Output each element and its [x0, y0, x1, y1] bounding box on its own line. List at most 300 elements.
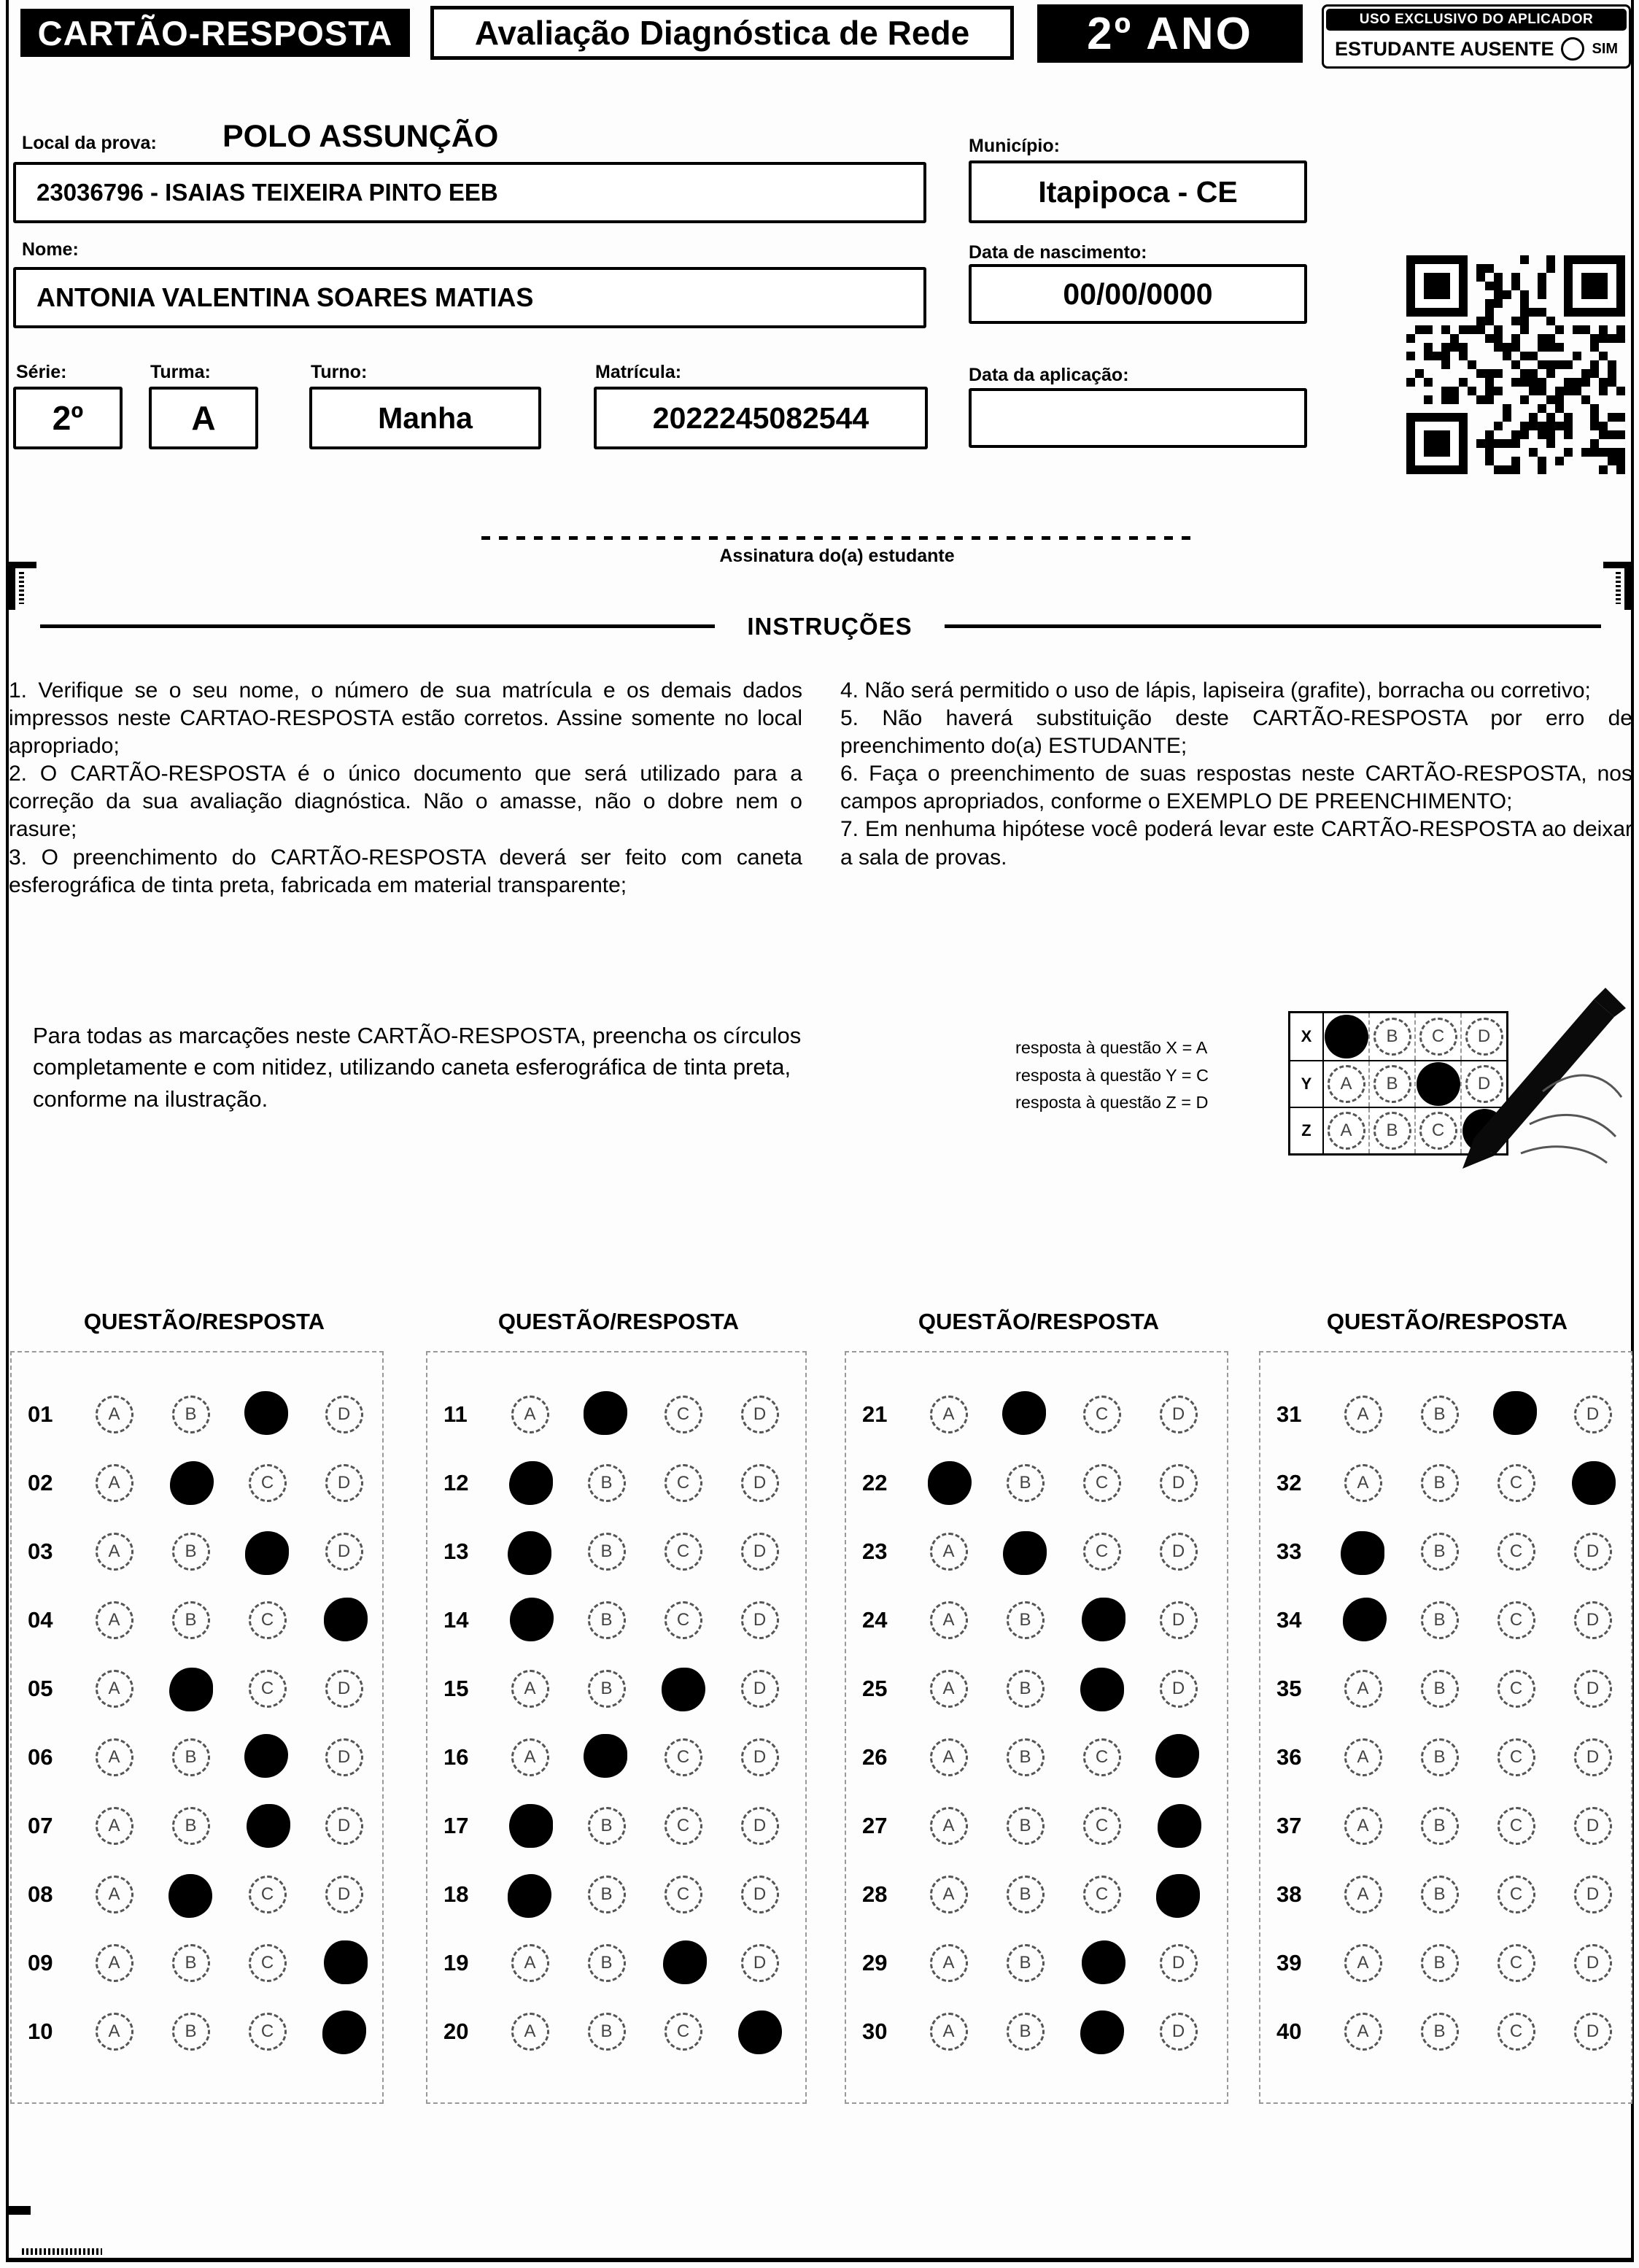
example-row-label: Y — [1290, 1061, 1324, 1107]
option-cell — [1325, 1738, 1401, 1776]
option-cell — [1063, 2010, 1140, 2054]
example-bubble-x-c: C — [1419, 1018, 1457, 1056]
option-cell — [76, 1876, 152, 1913]
bubble-05-c: C — [249, 1670, 287, 1708]
bubble-25-b: B — [1007, 1670, 1045, 1708]
option-cell — [1063, 1598, 1140, 1642]
bubble-19-d: D — [741, 1944, 779, 1982]
bubble-22-b: B — [1007, 1464, 1045, 1502]
bubble-03-b: B — [172, 1533, 210, 1571]
instructions-title: INSTRUÇÕES — [747, 613, 913, 640]
question-row — [12, 1517, 382, 1586]
option-cell — [1140, 1601, 1217, 1639]
bubble-25-d: D — [1160, 1670, 1198, 1708]
option-cell — [152, 1873, 229, 1916]
bubble-20-b: B — [588, 2013, 626, 2051]
option-cell — [1325, 1670, 1401, 1708]
question-number: 28 — [862, 1881, 888, 1907]
option-cell — [910, 1396, 987, 1433]
question-row — [12, 1586, 382, 1654]
question-number: 24 — [862, 1607, 888, 1633]
bubble-20-a: A — [511, 2013, 549, 2051]
bubble-07-a: A — [96, 1807, 133, 1845]
option-cell — [987, 1807, 1063, 1845]
question-number: 10 — [28, 2019, 53, 2044]
instruction-item: 3. O preenchimento do CARTÃO-RESPOSTA deverá ser feito com caneta esferográfica de tinta preta, fabricada em material transparente; — [9, 845, 802, 897]
option-cell — [1554, 1807, 1631, 1845]
question-row — [427, 1792, 805, 1860]
bubble-09-b: B — [172, 1944, 210, 1982]
question-number: 02 — [28, 1470, 53, 1495]
question-row — [846, 1586, 1227, 1654]
bubble-30-d: D — [1160, 2013, 1198, 2051]
bubble-24-d: D — [1160, 1601, 1198, 1639]
bubble-14-c: C — [664, 1601, 702, 1639]
ausente-bubble — [1561, 37, 1584, 61]
question-number: 29 — [862, 1950, 888, 1975]
question-number: 12 — [443, 1470, 469, 1495]
option-cell — [76, 1670, 152, 1708]
bubble-19-b: B — [588, 1944, 626, 1982]
option-cell — [1401, 1396, 1478, 1433]
bubble-32-b: B — [1421, 1464, 1459, 1502]
bubble-26-c: C — [1083, 1738, 1121, 1776]
bubble-21-b — [1002, 1391, 1046, 1435]
example-legend-line: resposta à questão Z = D — [1015, 1093, 1209, 1112]
example-bubble-y-d: D — [1465, 1065, 1503, 1103]
question-row — [12, 1792, 382, 1860]
answers-column — [426, 1351, 807, 2104]
bubble-17-c: C — [664, 1807, 702, 1845]
bubble-05-a: A — [96, 1670, 133, 1708]
answers-header: QUESTÃO/RESPOSTA — [918, 1309, 1160, 1334]
question-row — [846, 1723, 1227, 1792]
option-cell — [910, 1461, 987, 1505]
option-cell — [1401, 1601, 1478, 1639]
option-cell — [229, 1735, 306, 1779]
example-cell — [1324, 1061, 1370, 1107]
bubble-24-c — [1082, 1598, 1125, 1641]
question-number: 37 — [1276, 1813, 1302, 1838]
option-cell — [910, 1738, 987, 1776]
bubble-30-b: B — [1007, 2013, 1045, 2051]
option-cell — [152, 1667, 229, 1711]
bubble-09-c: C — [249, 1944, 287, 1982]
bubble-33-c: C — [1497, 1533, 1535, 1571]
bubble-34-d: D — [1574, 1601, 1612, 1639]
bubble-17-a — [509, 1804, 553, 1848]
option-cell — [1063, 1667, 1140, 1711]
option-cell — [152, 1461, 229, 1505]
question-number: 38 — [1276, 1881, 1302, 1907]
question-number: 40 — [1276, 2019, 1302, 2044]
option-cell — [76, 1601, 152, 1639]
bubble-32-d — [1572, 1461, 1616, 1505]
option-cell — [152, 1601, 229, 1639]
bubble-04-b: B — [172, 1601, 210, 1639]
bubble-07-b: B — [172, 1807, 210, 1845]
bubble-21-c: C — [1083, 1396, 1121, 1433]
option-cell — [306, 1464, 382, 1502]
option-cell — [1063, 1807, 1140, 1845]
bubble-33-a — [1341, 1531, 1384, 1575]
question-number: 33 — [1276, 1539, 1302, 1564]
option-cell — [910, 1601, 987, 1639]
option-cell — [76, 2013, 152, 2051]
bubble-31-c — [1493, 1391, 1537, 1435]
bubble-13-c: C — [664, 1533, 702, 1571]
example-bubble-z-b: B — [1373, 1112, 1411, 1150]
option-cell — [568, 1876, 645, 1913]
question-row — [846, 1792, 1227, 1860]
bubble-35-d: D — [1574, 1670, 1612, 1708]
example-cell — [1370, 1013, 1416, 1060]
turma-label: Turma: — [150, 362, 211, 382]
option-cell — [492, 1461, 568, 1505]
instruction-item: 2. O CARTÃO-RESPOSTA é o único documento que será utilizado para a correção da sua avaliação diagnóstica. Não o amasse, não o dobre nem o rasure; — [9, 762, 802, 842]
bubble-39-d: D — [1574, 1944, 1612, 1982]
bubble-08-a: A — [96, 1876, 133, 1913]
bubble-28-a: A — [930, 1876, 968, 1913]
bubble-30-c — [1080, 2010, 1124, 2054]
option-cell — [1140, 1396, 1217, 1433]
bubble-33-b: B — [1421, 1533, 1459, 1571]
example-cell — [1324, 1108, 1370, 1153]
answers-header: QUESTÃO/RESPOSTA — [83, 1309, 325, 1334]
question-number: 13 — [443, 1539, 469, 1564]
option-cell — [1478, 1464, 1554, 1502]
option-cell — [645, 1738, 721, 1776]
option-cell — [1063, 1738, 1140, 1776]
bubble-11-d: D — [741, 1396, 779, 1433]
bubble-11-b — [584, 1391, 627, 1435]
bubble-18-d: D — [741, 1876, 779, 1913]
bubble-01-d: D — [325, 1396, 363, 1433]
option-cell — [1401, 1944, 1478, 1982]
instructions-divider-right — [945, 624, 1601, 628]
answers-header: QUESTÃO/RESPOSTA — [1326, 1309, 1568, 1334]
turma-box: A — [149, 387, 258, 449]
option-cell — [1325, 1944, 1401, 1982]
option-cell — [229, 1670, 306, 1708]
serie-box: 2º — [13, 387, 123, 449]
bubble-37-a: A — [1344, 1807, 1382, 1845]
ausente-row — [1324, 31, 1629, 67]
option-cell — [1401, 1464, 1478, 1502]
question-number: 06 — [28, 1744, 53, 1770]
question-row — [846, 1449, 1227, 1517]
question-row — [846, 1997, 1227, 2066]
answers-column — [1259, 1351, 1632, 2104]
bubble-10-b: B — [172, 2013, 210, 2051]
option-cell — [1401, 1670, 1478, 1708]
question-number: 05 — [28, 1676, 53, 1701]
option-cell — [987, 2013, 1063, 2051]
matricula-label: Matrícula: — [595, 362, 682, 382]
bubble-23-d: D — [1160, 1533, 1198, 1571]
question-row — [12, 1380, 382, 1449]
option-cell — [987, 1601, 1063, 1639]
bubble-26-a: A — [930, 1738, 968, 1776]
example-text: Para todas as marcações neste CARTÃO-RESPOSTA, preencha os círculos completamente e com nitidez, utilizando caneta esferográfica de tinta preta, conforme na ilustração. — [33, 1023, 802, 1112]
option-cell — [1325, 1876, 1401, 1913]
example-bubble-x-a — [1325, 1015, 1368, 1058]
question-row — [12, 1860, 382, 1929]
bubble-38-b: B — [1421, 1876, 1459, 1913]
bubble-25-a: A — [930, 1670, 968, 1708]
bubble-13-a — [508, 1531, 551, 1575]
option-cell — [645, 1533, 721, 1571]
answers-header: QUESTÃO/RESPOSTA — [497, 1309, 740, 1334]
bubble-11-a: A — [511, 1396, 549, 1433]
question-number: 18 — [443, 1881, 469, 1907]
local-value: POLO ASSUNÇÃO — [222, 119, 499, 154]
bubble-36-c: C — [1497, 1738, 1535, 1776]
bubble-20-d — [738, 2010, 782, 2054]
question-row — [12, 1929, 382, 1997]
option-cell — [1325, 1598, 1401, 1642]
option-cell — [568, 1670, 645, 1708]
option-cell — [1325, 2013, 1401, 2051]
option-cell — [492, 1530, 568, 1574]
bubble-21-a: A — [930, 1396, 968, 1433]
option-cell — [1063, 1396, 1140, 1433]
question-number: 22 — [862, 1470, 888, 1495]
option-cell — [987, 1944, 1063, 1982]
option-cell — [1554, 1738, 1631, 1776]
ausente-sim-label: SIM — [1592, 40, 1619, 57]
option-cell — [645, 1601, 721, 1639]
option-cell — [1140, 1873, 1217, 1916]
bubble-12-a — [509, 1461, 553, 1505]
answers-column — [845, 1351, 1228, 2104]
bubble-10-c: C — [249, 2013, 287, 2051]
option-cell — [229, 1804, 306, 1848]
question-number: 11 — [443, 1401, 468, 1427]
qr-code — [1402, 251, 1630, 479]
option-cell — [987, 1393, 1063, 1436]
option-cell — [152, 1396, 229, 1433]
bubble-25-c — [1080, 1668, 1124, 1711]
bubble-27-c: C — [1083, 1807, 1121, 1845]
bubble-07-d: D — [325, 1807, 363, 1845]
option-cell — [1554, 1601, 1631, 1639]
bubble-14-a — [510, 1598, 554, 1641]
option-cell — [306, 1876, 382, 1913]
question-row — [846, 1517, 1227, 1586]
option-cell — [645, 2013, 721, 2051]
bubble-08-c: C — [249, 1876, 287, 1913]
option-cell — [987, 1670, 1063, 1708]
bubble-35-a: A — [1344, 1670, 1382, 1708]
hand-pen-illustration — [1448, 975, 1630, 1179]
bubble-03-c — [245, 1531, 289, 1575]
option-cell — [492, 1738, 568, 1776]
bubble-31-a: A — [1344, 1396, 1382, 1433]
question-row — [846, 1860, 1227, 1929]
option-cell — [1478, 1533, 1554, 1571]
turno-label: Turno: — [311, 362, 368, 382]
option-cell — [645, 1807, 721, 1845]
question-number: 20 — [443, 2019, 469, 2044]
question-number: 30 — [862, 2019, 888, 2044]
option-cell — [645, 1876, 721, 1913]
question-row — [427, 1586, 805, 1654]
bubble-14-d: D — [741, 1601, 779, 1639]
option-cell — [721, 2010, 798, 2054]
question-row — [1260, 1997, 1631, 2066]
option-cell — [1325, 1464, 1401, 1502]
question-number: 23 — [862, 1539, 888, 1564]
bubble-27-d — [1158, 1804, 1201, 1848]
option-cell — [1478, 1807, 1554, 1845]
option-cell — [1140, 1533, 1217, 1571]
option-cell — [492, 1873, 568, 1916]
question-row — [1260, 1723, 1631, 1792]
bubble-29-a: A — [930, 1944, 968, 1982]
option-cell — [306, 2010, 382, 2054]
question-row — [427, 1654, 805, 1723]
option-cell — [721, 1464, 798, 1502]
bubble-38-c: C — [1497, 1876, 1535, 1913]
option-cell — [1325, 1530, 1401, 1574]
bubble-12-b: B — [588, 1464, 626, 1502]
instruction-item: 6. Faça o preenchimento de suas respostas neste CARTÃO-RESPOSTA, nos campos apropriados, conforme o EXEMPLO DE PREENCHIMENTO; — [840, 762, 1632, 814]
option-cell — [568, 1533, 645, 1571]
question-number: 36 — [1276, 1744, 1302, 1770]
bubble-16-c: C — [664, 1738, 702, 1776]
bubble-34-a — [1343, 1598, 1387, 1641]
option-cell — [1140, 1670, 1217, 1708]
bubble-39-a: A — [1344, 1944, 1382, 1982]
bubble-36-d: D — [1574, 1738, 1612, 1776]
option-cell — [152, 1738, 229, 1776]
bubble-34-c: C — [1497, 1601, 1535, 1639]
option-cell — [1478, 1876, 1554, 1913]
question-row — [427, 1380, 805, 1449]
question-row — [1260, 1654, 1631, 1723]
aplicacao-label: Data da aplicação: — [969, 365, 1129, 385]
question-number: 21 — [862, 1401, 888, 1427]
option-cell — [1325, 1807, 1401, 1845]
example-bubble-x-d: D — [1465, 1018, 1503, 1056]
serie-label: Série: — [16, 362, 67, 382]
bubble-31-d: D — [1574, 1396, 1612, 1433]
option-cell — [1140, 1464, 1217, 1502]
option-cell — [152, 1944, 229, 1982]
bubble-37-c: C — [1497, 1807, 1535, 1845]
option-cell — [910, 1876, 987, 1913]
question-row — [1260, 1517, 1631, 1586]
option-cell — [987, 1738, 1063, 1776]
bubble-21-d: D — [1160, 1396, 1198, 1433]
option-cell — [1063, 1533, 1140, 1571]
option-cell — [229, 1601, 306, 1639]
option-cell — [492, 1396, 568, 1433]
option-cell — [910, 2013, 987, 2051]
option-cell — [229, 2013, 306, 2051]
bubble-38-d: D — [1574, 1876, 1612, 1913]
option-cell — [721, 1533, 798, 1571]
bubble-05-b — [169, 1668, 213, 1711]
microtext-left — [19, 572, 24, 604]
bubble-29-c — [1082, 1940, 1125, 1984]
bubble-02-d: D — [325, 1464, 363, 1502]
option-cell — [1140, 1804, 1217, 1848]
instructions-col-right — [840, 677, 1632, 872]
bubble-17-b: B — [588, 1807, 626, 1845]
bubble-20-c: C — [664, 2013, 702, 2051]
option-cell — [1063, 1876, 1140, 1913]
bubble-15-d: D — [741, 1670, 779, 1708]
signature-line — [481, 536, 1193, 540]
bubble-12-d: D — [741, 1464, 779, 1502]
option-cell — [229, 1944, 306, 1982]
option-cell — [306, 1941, 382, 1985]
option-cell — [306, 1670, 382, 1708]
question-row — [12, 1723, 382, 1792]
nome-label: Nome: — [22, 239, 79, 260]
option-cell — [568, 1393, 645, 1436]
example-bubble-y-a: A — [1328, 1065, 1365, 1103]
option-cell — [306, 1807, 382, 1845]
option-cell — [1140, 2013, 1217, 2051]
bubble-40-a: A — [1344, 2013, 1382, 2051]
question-number: 27 — [862, 1813, 888, 1838]
option-cell — [1554, 1461, 1631, 1505]
municipio-label: Município: — [969, 136, 1060, 156]
option-cell — [76, 1533, 152, 1571]
microtext-right — [1616, 572, 1621, 604]
option-cell — [1478, 1393, 1554, 1436]
option-cell — [492, 2013, 568, 2051]
example-cell — [1324, 1013, 1370, 1060]
example-legend-line: resposta à questão X = A — [1015, 1038, 1208, 1057]
option-cell — [1063, 1941, 1140, 1985]
bubble-15-a: A — [511, 1670, 549, 1708]
bubble-22-d: D — [1160, 1464, 1198, 1502]
assessment-title: Avaliação Diagnóstica de Rede — [430, 6, 1014, 60]
nome-box: ANTONIA VALENTINA SOARES MATIAS — [13, 267, 926, 328]
bubble-19-a: A — [511, 1944, 549, 1982]
bubble-10-d — [322, 2010, 366, 2054]
option-cell — [1401, 1876, 1478, 1913]
bubble-05-d: D — [325, 1670, 363, 1708]
bubble-18-c: C — [664, 1876, 702, 1913]
example-legend — [1015, 1034, 1209, 1117]
bubble-01-b: B — [172, 1396, 210, 1433]
bubble-10-a: A — [96, 2013, 133, 2051]
question-row — [1260, 1860, 1631, 1929]
example-row-label: X — [1290, 1013, 1324, 1060]
option-cell — [910, 1807, 987, 1845]
example-cell — [1370, 1108, 1416, 1153]
bubble-27-b: B — [1007, 1807, 1045, 1845]
bubble-33-d: D — [1574, 1533, 1612, 1571]
option-cell — [645, 1464, 721, 1502]
instruction-item: 1. Verifique se o seu nome, o número de sua matrícula e os demais dados impressos neste CARTAO-RESPOSTA estão corretos. Assine somente no local apropriado; — [9, 678, 802, 759]
bubble-03-d: D — [325, 1533, 363, 1571]
option-cell — [76, 1807, 152, 1845]
bubble-06-a: A — [96, 1738, 133, 1776]
option-cell — [76, 1944, 152, 1982]
bubble-29-b: B — [1007, 1944, 1045, 1982]
bubble-22-a — [928, 1461, 972, 1505]
option-cell — [1140, 1944, 1217, 1982]
question-number: 19 — [443, 1950, 469, 1975]
option-cell — [910, 1533, 987, 1571]
bubble-04-a: A — [96, 1601, 133, 1639]
